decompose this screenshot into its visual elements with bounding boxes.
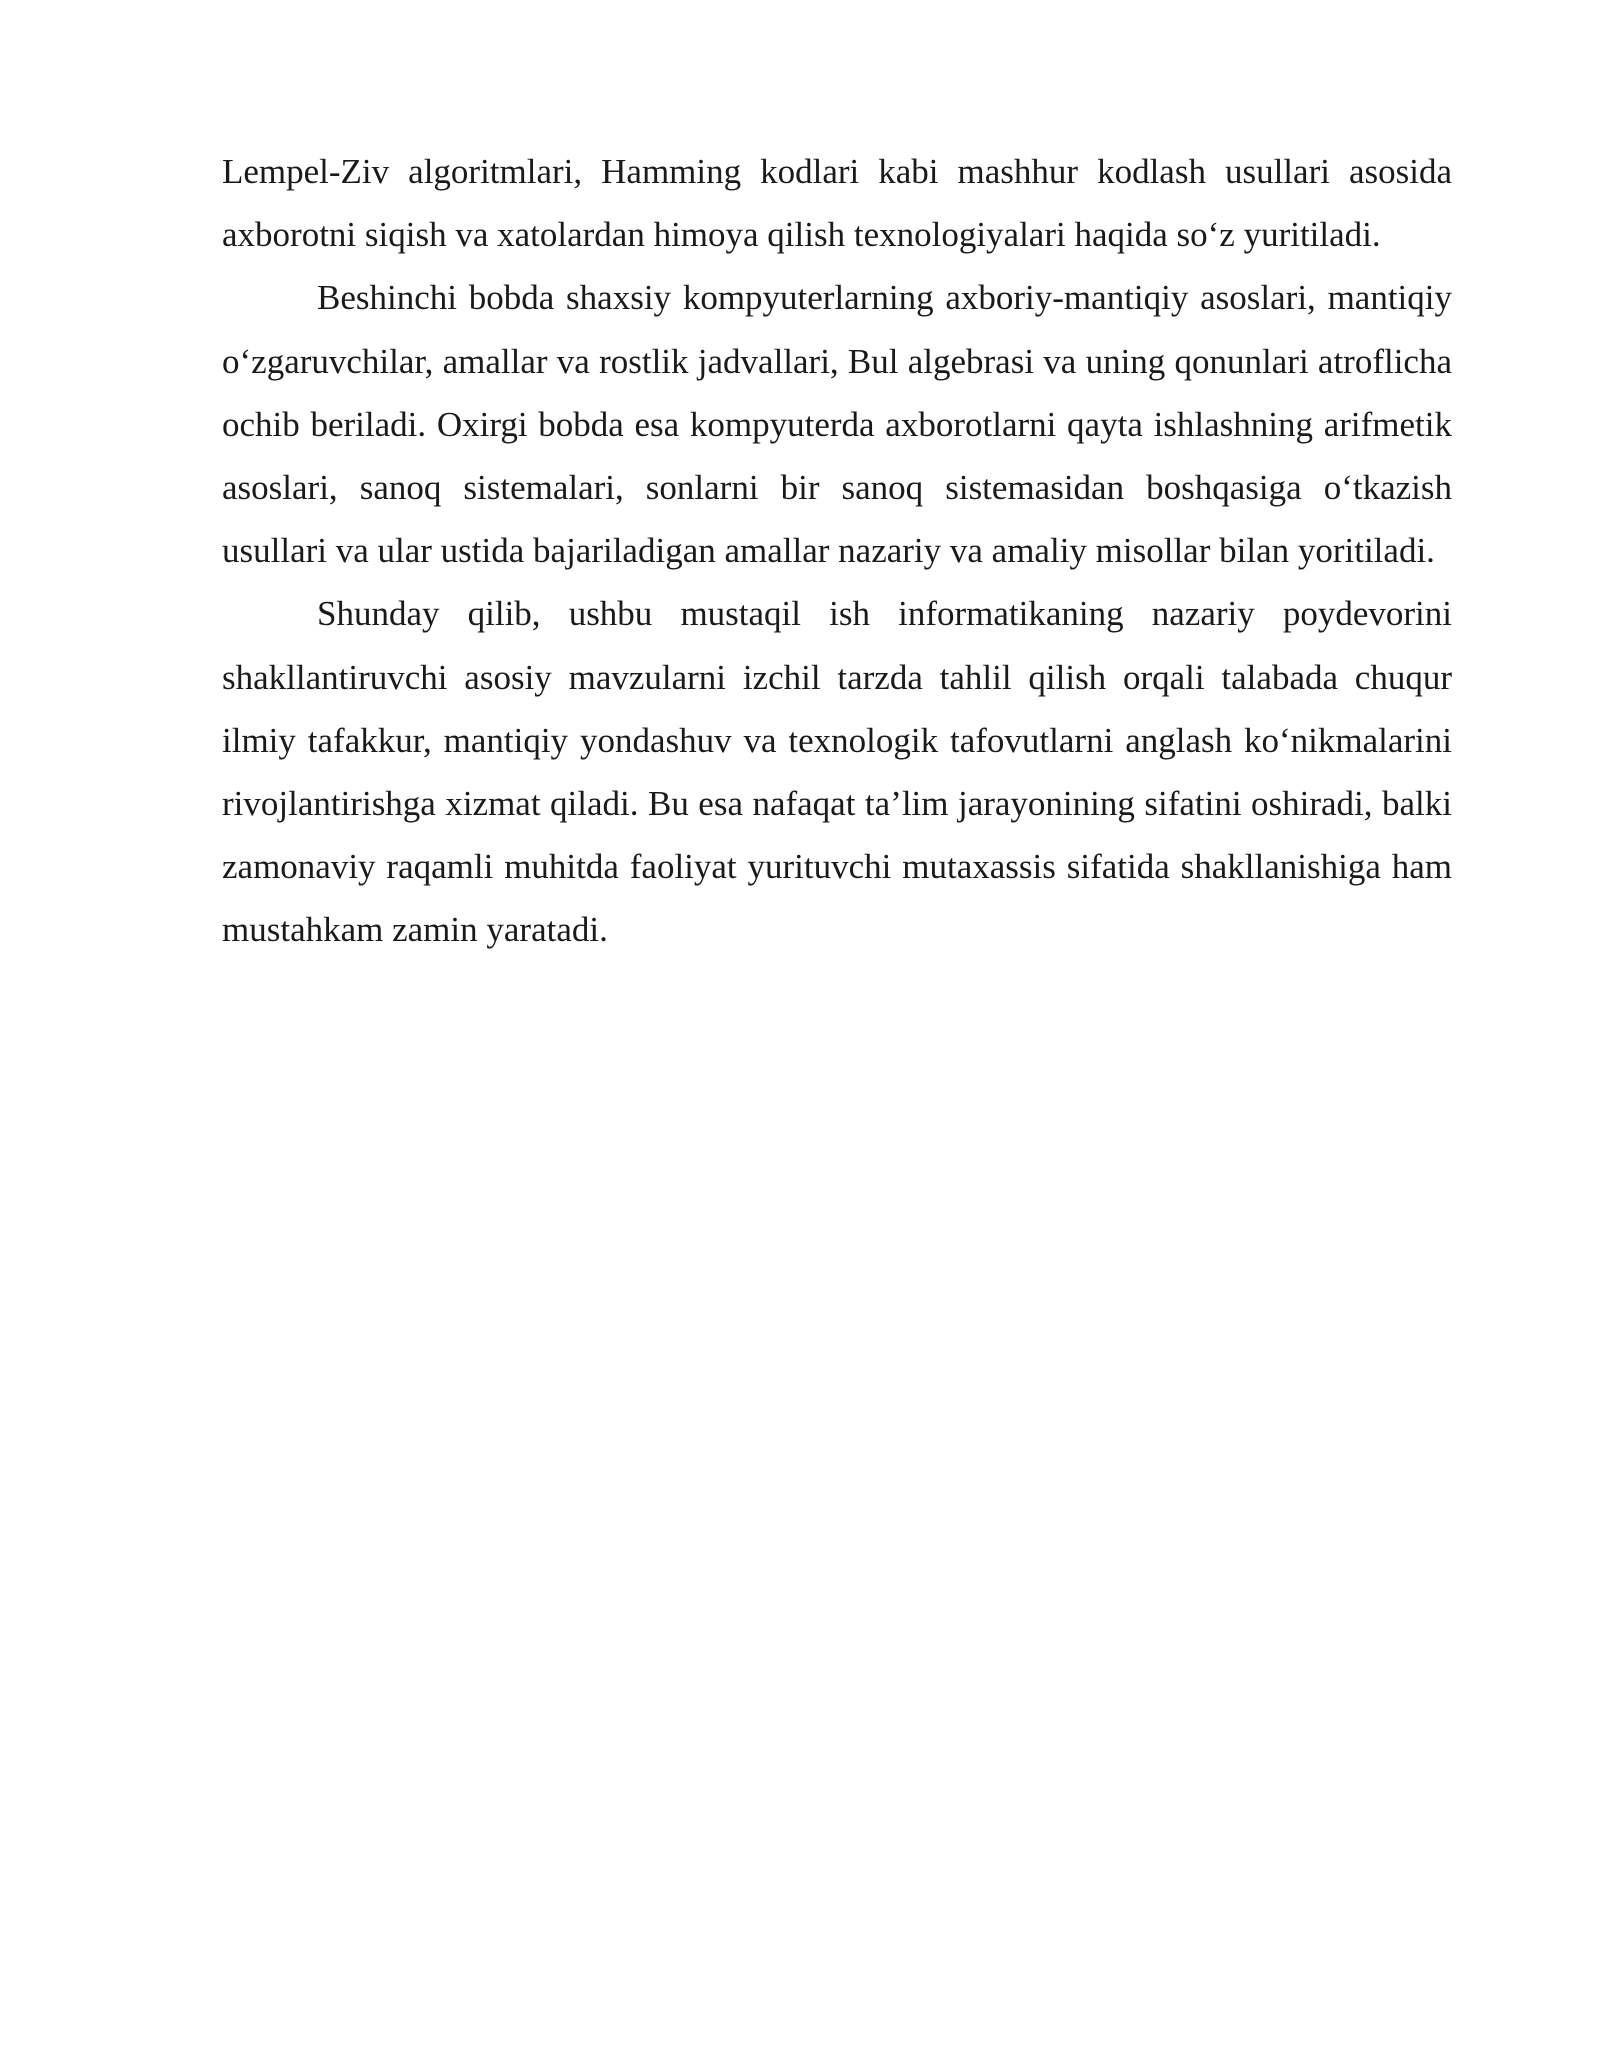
paragraph-continuation: Lempel-Ziv algoritmlari, Hamming kodlari kabi mashhur kodlash usullari asosida axborotni siqish va xatolardan himoya qilish texnologiyalari haqida so‘z yuritiladi. — [222, 152, 1452, 255]
paragraph-conclusion: Shunday qilib, ushbu mustaqil ish informatikaning nazariy poydevorini shakllantiruvchi asosiy mavzularni izchil tarzda tahlil qilish orqali talabada chuqur ilmiy tafakkur, mantiqiy yondashuv va texnologik tafovutlarni anglash ko‘nikmalarini rivojlantirishga xizmat qiladi. Bu esa nafaqat ta’lim jarayonining sifatini oshiradi, balki zamonaviy raqamli muhitda faoliyat yurituvchi mutaxassis sifatida shakllanishiga ham mustahkam zamin yaratadi. — [222, 594, 1452, 950]
paragraph-chapter-five: Beshinchi bobda shaxsiy kompyuterlarning axboriy-mantiqiy asoslari, mantiqiy o‘zgaruvchilar, amallar va rostlik jadvallari, Bul algebrasi va uning qonunlari atroflicha ochib beriladi. Oxirgi bobda esa kompyuterda axborotlarni qayta ishlashning arifmetik asoslari, sanoq sistemalari, sonlarni bir sanoq sistemasidan boshqasiga o‘tkazish usullari va ular ustida bajariladigan amallar nazariy va amaliy misollar bilan yoritiladi. — [222, 278, 1452, 571]
document-body — [222, 140, 1452, 962]
